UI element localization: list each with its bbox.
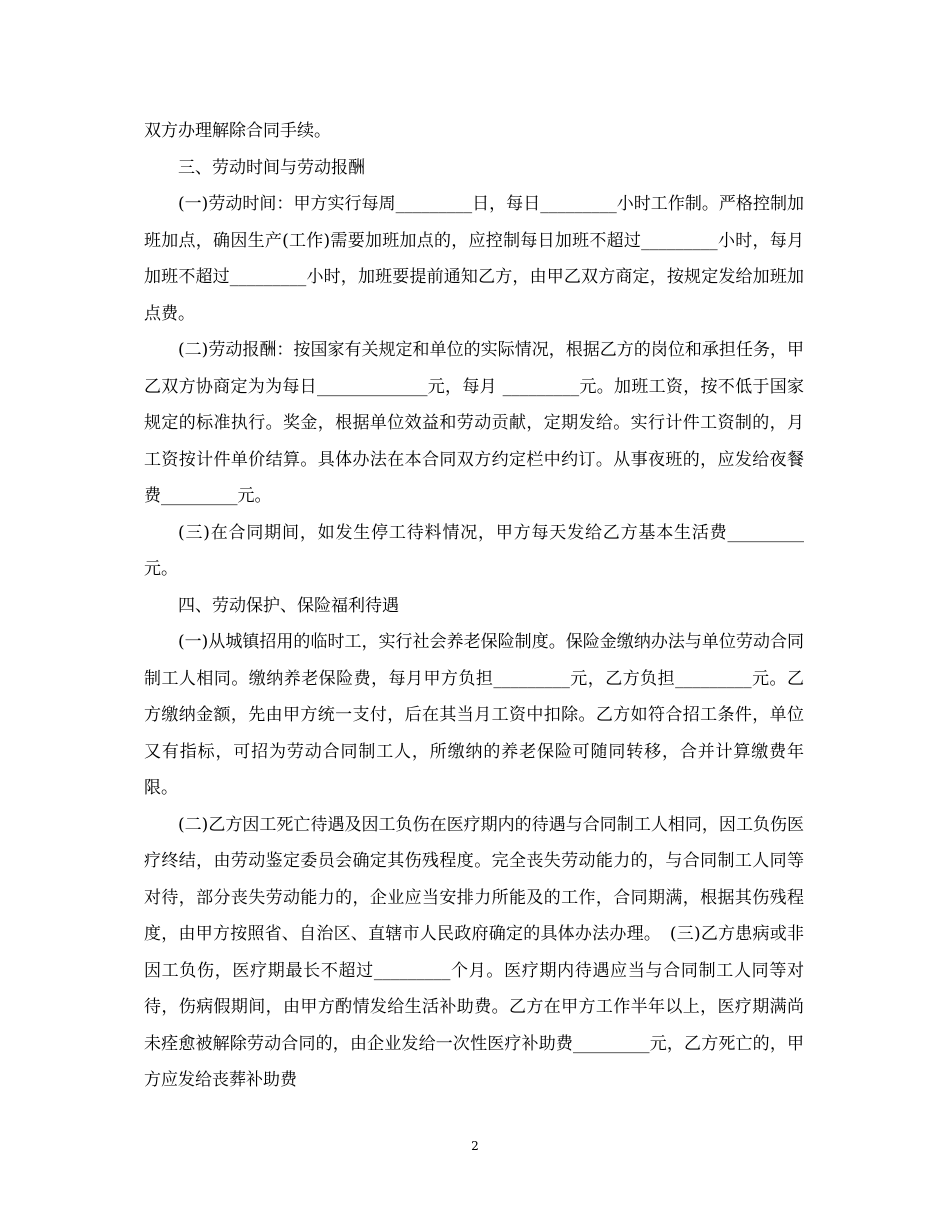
section-heading-3: 三、劳动时间与劳动报酬 [178,157,365,178]
document-body [144,113,804,1099]
paragraph-pension-insurance: (一)从城镇招用的临时工，实行社会养老保险制度。保险金缴纳办法与单位劳动合同制工人相同。缴纳养老保险费，每月甲方负担_________元，乙方负担_________元。乙方缴纳金额，先由甲方统一支付，后在其当月工资中扣除。乙方如符合招工条件，单位又有指标，可招为劳动合同制工人，所缴纳的养老保险可随同转移，合并计算缴费年限。 [144,632,804,798]
paragraph-remuneration: (二)劳动报酬：按国家有关规定和单位的实际情况，根据乙方的岗位和承担任务，甲乙双方协商定为为每日_____________元，每月 _________元。加班工资，按不低于国家规定的标准执行。奖金，根据单位效益和劳动贡献，定期发给。实行计件工资制的，月工资按计件单价结算。具体办法在本合同双方约定栏中约订。从事夜班的，应发给夜餐费_________元。 [144,340,804,506]
paragraph-injury-medical: (二)乙方因工死亡待遇及因工负伤在医疗期内的待遇与合同制工人相同，因工负伤医疗终结，由劳动鉴定委员会确定其伤残程度。完全丧失劳动能力的，与合同制工人同等对待，部分丧失劳动能力的，企业应当安排力所能及的工作，合同期满，根据其伤残程度，由甲方按照省、自治区、直辖市人民政府确定的具体办法办理。 (三)乙方患病或非因工负伤，医疗期最长不超过_________个月。医疗期内待遇应当与合同制工人同等对待，伤病假期间，由甲方酌情发给生活补助费。乙方在甲方工作半年以上，医疗期满尚未痊愈被解除劳动合同的，由企业发给一次性医疗补助费_________元，乙方死亡的，甲方应发给丧葬补助费 [144,814,804,1090]
section-heading-4: 四、劳动保护、保险福利待遇 [178,595,399,616]
paragraph-1: 双方办理解除合同手续。 [144,121,331,141]
paragraph-working-hours: (一)劳动时间：甲方实行每周_________日，每日_________小时工作制。严格控制加班加点，确因生产(工作)需要加班加点的，应控制每日加班不超过_________小时，每月加班不超过_________小时，加班要提前通知乙方，由甲乙双方商定，按规定发给加班加点费。 [144,194,804,324]
paragraph-work-stoppage: (三)在合同期间，如发生停工待料情况，甲方每天发给乙方基本生活费_________元。 [144,522,804,579]
page-number: 2 [471,1139,479,1153]
